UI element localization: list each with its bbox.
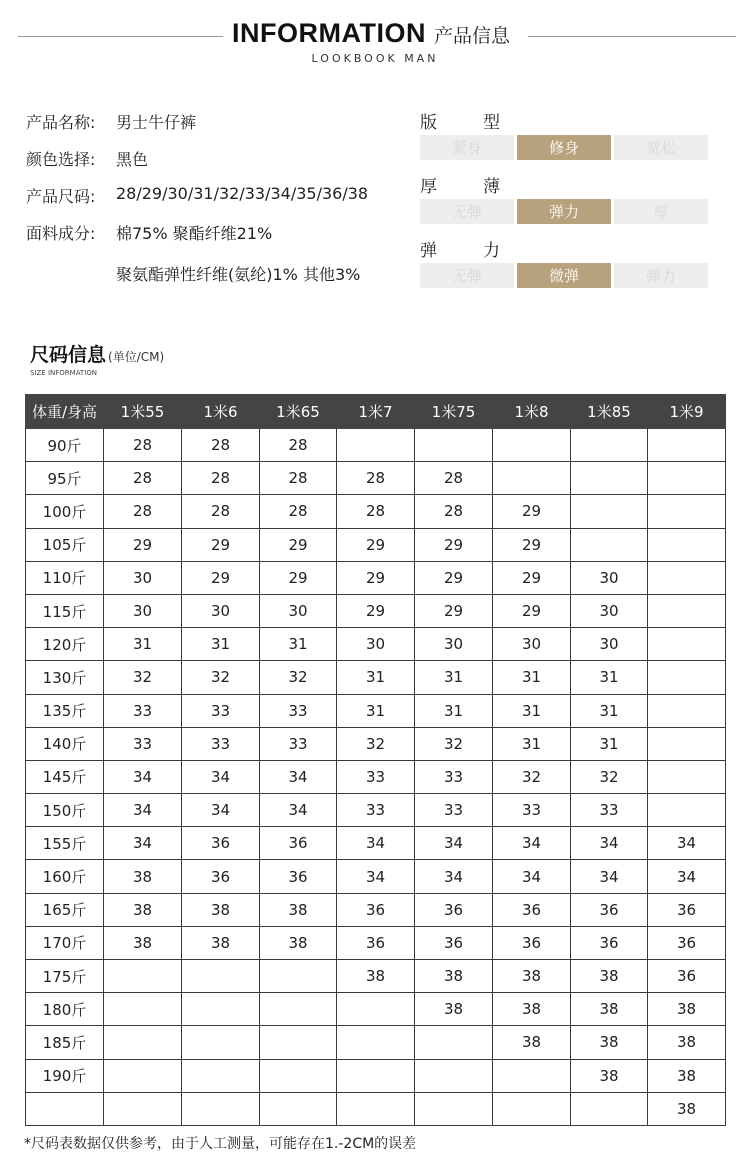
size-cell: 34 (571, 827, 648, 860)
size-cell (493, 1059, 571, 1092)
weight-cell: 190斤 (26, 1059, 104, 1092)
size-cell: 38 (104, 860, 182, 893)
size-cell: 38 (571, 960, 648, 993)
size-table-corner-header: 体重/身高 (26, 395, 104, 429)
size-cell: 34 (337, 827, 415, 860)
size-cell (648, 760, 726, 793)
size-cell: 32 (493, 760, 571, 793)
size-info-title (30, 340, 164, 367)
size-cell: 33 (337, 760, 415, 793)
size-cell: 33 (571, 794, 648, 827)
size-cell (337, 429, 415, 462)
header-title (232, 18, 522, 56)
size-cell (648, 429, 726, 462)
size-cell: 34 (104, 760, 182, 793)
size-cell: 38 (648, 1059, 726, 1092)
size-cell: 38 (415, 993, 493, 1026)
size-cell: 29 (337, 528, 415, 561)
option-thickness-selected: 弹力 (517, 199, 611, 224)
header-divider-left (18, 36, 223, 37)
size-cell (337, 1026, 415, 1059)
size-cell (648, 661, 726, 694)
size-cell: 28 (415, 462, 493, 495)
size-cell: 28 (182, 462, 260, 495)
size-cell: 31 (571, 694, 648, 727)
attribute-thickness-label-char: 厚 (420, 177, 437, 197)
product-fabric-row (26, 221, 406, 258)
product-color-label: 颜色选择: (26, 150, 96, 169)
size-cell: 34 (104, 827, 182, 860)
size-cell: 36 (337, 926, 415, 959)
size-cell (415, 1026, 493, 1059)
option-skinny: 紧身 (420, 135, 514, 160)
size-cell: 34 (493, 827, 571, 860)
size-cell (648, 694, 726, 727)
size-cell: 38 (104, 893, 182, 926)
size-cell: 38 (571, 1026, 648, 1059)
product-color-row (26, 147, 406, 184)
weight-cell: 180斤 (26, 993, 104, 1026)
size-cell: 28 (104, 462, 182, 495)
size-cell (648, 628, 726, 661)
weight-cell: 165斤 (26, 893, 104, 926)
attribute-thickness-label (420, 172, 500, 197)
attribute-elasticity-label-char: 力 (483, 241, 500, 261)
size-cell: 38 (648, 1092, 726, 1125)
table-row (26, 893, 726, 926)
attribute-thickness-label-char: 薄 (483, 177, 500, 197)
size-cell: 28 (104, 495, 182, 528)
size-cell (648, 794, 726, 827)
size-table-height-header: 1米55 (104, 395, 182, 429)
attribute-fit-label (420, 108, 500, 133)
size-cell: 31 (104, 628, 182, 661)
size-cell: 32 (337, 727, 415, 760)
header-title-cn: 产品信息 (433, 25, 510, 47)
size-cell: 34 (182, 760, 260, 793)
size-cell: 38 (182, 926, 260, 959)
size-cell: 29 (493, 495, 571, 528)
size-cell: 34 (104, 794, 182, 827)
size-cell (571, 495, 648, 528)
size-cell: 33 (337, 794, 415, 827)
size-cell: 38 (260, 926, 337, 959)
size-cell: 36 (182, 860, 260, 893)
size-cell: 28 (182, 495, 260, 528)
size-cell: 38 (571, 1059, 648, 1092)
size-cell (337, 1092, 415, 1125)
size-cell: 33 (415, 760, 493, 793)
size-cell (337, 993, 415, 1026)
table-row (26, 694, 726, 727)
size-cell: 29 (182, 561, 260, 594)
size-cell (415, 429, 493, 462)
size-cell (182, 960, 260, 993)
size-table-height-header: 1米75 (415, 395, 493, 429)
size-info-unit: (单位/CM) (108, 350, 165, 364)
size-cell: 29 (337, 594, 415, 627)
size-cell: 28 (260, 462, 337, 495)
product-sizes-label: 产品尺码: (26, 187, 96, 206)
weight-cell: 135斤 (26, 694, 104, 727)
product-name-label: 产品名称: (26, 113, 96, 132)
size-cell: 34 (415, 827, 493, 860)
size-cell (648, 495, 726, 528)
size-cell: 29 (260, 561, 337, 594)
size-cell: 28 (182, 429, 260, 462)
size-cell: 36 (493, 893, 571, 926)
option-thickness-3: 厚 (614, 199, 708, 224)
size-cell (493, 429, 571, 462)
size-cell: 38 (571, 993, 648, 1026)
size-cell: 32 (182, 661, 260, 694)
size-cell: 38 (415, 960, 493, 993)
table-row (26, 561, 726, 594)
size-table-height-header: 1米65 (260, 395, 337, 429)
size-cell: 31 (571, 727, 648, 760)
weight-cell: 115斤 (26, 594, 104, 627)
size-cell: 34 (648, 860, 726, 893)
size-cell: 38 (648, 1026, 726, 1059)
size-cell: 34 (182, 794, 260, 827)
size-cell: 30 (337, 628, 415, 661)
attribute-fit-label-char: 版 (420, 113, 437, 133)
size-cell (493, 462, 571, 495)
size-cell: 36 (648, 926, 726, 959)
size-cell (104, 1059, 182, 1092)
size-cell: 32 (415, 727, 493, 760)
size-cell: 32 (571, 760, 648, 793)
size-cell: 28 (337, 495, 415, 528)
size-table-height-header: 1米6 (182, 395, 260, 429)
product-sizes-value: 28/29/30/31/32/33/34/35/36/38 (116, 184, 369, 203)
size-cell: 38 (182, 893, 260, 926)
size-cell: 29 (415, 528, 493, 561)
weight-cell: 185斤 (26, 1026, 104, 1059)
size-table-height-header: 1米9 (648, 395, 726, 429)
size-cell: 31 (493, 661, 571, 694)
size-cell: 34 (493, 860, 571, 893)
weight-cell: 150斤 (26, 794, 104, 827)
size-cell: 33 (104, 727, 182, 760)
product-fabric-label: 面料成分: (26, 224, 96, 243)
size-cell: 28 (260, 495, 337, 528)
product-fabric-value: 棉75% 聚酯纤维21% (116, 224, 273, 243)
product-color-value: 黑色 (116, 150, 149, 169)
size-cell: 31 (571, 661, 648, 694)
size-cell: 31 (260, 628, 337, 661)
size-cell: 29 (337, 561, 415, 594)
size-cell: 34 (571, 860, 648, 893)
weight-cell: 140斤 (26, 727, 104, 760)
header-title-en: INFORMATION (232, 18, 426, 48)
size-cell: 34 (415, 860, 493, 893)
size-cell: 34 (260, 760, 337, 793)
product-fabric-continuation: 聚氨酯弹性纤维(氨纶)1% 其他3% (116, 265, 361, 284)
header-subtitle: LOOKBOOK MAN (311, 52, 439, 65)
header-divider-right (528, 36, 736, 37)
size-cell: 30 (182, 594, 260, 627)
size-cell: 38 (260, 893, 337, 926)
weight-cell: 120斤 (26, 628, 104, 661)
weight-cell: 160斤 (26, 860, 104, 893)
size-cell: 31 (493, 694, 571, 727)
weight-cell: 155斤 (26, 827, 104, 860)
size-cell: 28 (415, 495, 493, 528)
size-cell: 33 (104, 694, 182, 727)
option-loose: 宽松 (614, 135, 708, 160)
size-cell: 36 (260, 827, 337, 860)
size-cell: 36 (648, 960, 726, 993)
size-cell: 28 (337, 462, 415, 495)
size-cell: 29 (182, 528, 260, 561)
product-info (26, 110, 406, 284)
size-cell: 29 (415, 561, 493, 594)
size-cell (260, 1092, 337, 1125)
size-cell: 36 (260, 860, 337, 893)
size-cell: 32 (260, 661, 337, 694)
size-cell (260, 1059, 337, 1092)
size-cell (493, 1092, 571, 1125)
table-row (26, 462, 726, 495)
size-cell: 33 (182, 694, 260, 727)
size-table-height-header: 1米8 (493, 395, 571, 429)
table-row (26, 727, 726, 760)
table-row (26, 429, 726, 462)
size-cell: 33 (182, 727, 260, 760)
size-cell: 31 (337, 694, 415, 727)
table-row (26, 495, 726, 528)
table-row (26, 827, 726, 860)
size-cell: 33 (493, 794, 571, 827)
table-row (26, 1092, 726, 1125)
table-row (26, 926, 726, 959)
size-cell: 36 (337, 893, 415, 926)
size-cell: 29 (493, 561, 571, 594)
size-cell (648, 462, 726, 495)
footnote: *尺码表数据仅供参考，由于人工测量，可能存在1.-2CM的误差 (24, 1136, 417, 1152)
size-cell (260, 1026, 337, 1059)
weight-cell: 110斤 (26, 561, 104, 594)
size-cell: 30 (260, 594, 337, 627)
attribute-elasticity (420, 236, 710, 300)
size-cell (415, 1059, 493, 1092)
attribute-fit (420, 108, 710, 172)
attribute-panel (420, 108, 710, 300)
size-cell: 30 (104, 561, 182, 594)
size-cell: 31 (415, 661, 493, 694)
size-cell: 30 (571, 594, 648, 627)
size-cell: 30 (571, 561, 648, 594)
weight-cell: 130斤 (26, 661, 104, 694)
attribute-thickness (420, 172, 710, 236)
table-row (26, 794, 726, 827)
size-cell (260, 960, 337, 993)
size-cell: 33 (260, 694, 337, 727)
weight-cell (26, 1092, 104, 1125)
size-cell (260, 993, 337, 1026)
size-cell (648, 594, 726, 627)
size-cell (648, 727, 726, 760)
table-row (26, 993, 726, 1026)
size-cell (104, 993, 182, 1026)
table-row (26, 1026, 726, 1059)
product-sizes-row (26, 184, 406, 221)
size-cell: 28 (104, 429, 182, 462)
size-cell: 29 (260, 528, 337, 561)
table-row (26, 661, 726, 694)
table-row (26, 594, 726, 627)
size-cell (337, 1059, 415, 1092)
size-cell: 34 (260, 794, 337, 827)
size-cell (571, 462, 648, 495)
size-cell: 36 (571, 893, 648, 926)
size-cell (415, 1092, 493, 1125)
size-cell: 31 (493, 727, 571, 760)
attribute-fit-label-char: 型 (483, 113, 500, 133)
size-cell: 36 (182, 827, 260, 860)
table-row (26, 1059, 726, 1092)
weight-cell: 105斤 (26, 528, 104, 561)
size-cell: 30 (493, 628, 571, 661)
size-cell (104, 960, 182, 993)
attribute-thickness-options (420, 199, 708, 224)
size-cell: 33 (415, 794, 493, 827)
size-cell: 34 (648, 827, 726, 860)
size-cell: 38 (648, 993, 726, 1026)
weight-cell: 100斤 (26, 495, 104, 528)
size-info-title-cn: 尺码信息 (30, 344, 107, 366)
option-no-stretch: 无弹 (420, 263, 514, 288)
option-thickness-1: 无弹 (420, 199, 514, 224)
size-cell (648, 561, 726, 594)
option-slim-selected: 修身 (517, 135, 611, 160)
table-row (26, 960, 726, 993)
size-cell (104, 1092, 182, 1125)
size-cell: 34 (337, 860, 415, 893)
size-cell (182, 1026, 260, 1059)
size-cell: 29 (493, 594, 571, 627)
size-cell (182, 1059, 260, 1092)
size-cell: 38 (337, 960, 415, 993)
weight-cell: 170斤 (26, 926, 104, 959)
size-cell: 38 (493, 1026, 571, 1059)
weight-cell: 90斤 (26, 429, 104, 462)
size-cell (104, 1026, 182, 1059)
size-info-subtitle: SIZE INFORMATION (30, 369, 98, 377)
option-slight-stretch-selected: 微弹 (517, 263, 611, 288)
size-cell: 30 (104, 594, 182, 627)
size-cell: 38 (493, 993, 571, 1026)
page-header (0, 18, 750, 70)
size-cell: 38 (493, 960, 571, 993)
size-cell: 29 (493, 528, 571, 561)
size-cell: 29 (104, 528, 182, 561)
attribute-elasticity-label (420, 236, 500, 261)
size-cell: 32 (104, 661, 182, 694)
size-cell: 36 (415, 926, 493, 959)
product-name-row (26, 110, 406, 147)
attribute-elasticity-options (420, 263, 708, 288)
size-cell (182, 1092, 260, 1125)
size-cell: 29 (415, 594, 493, 627)
size-cell (571, 1092, 648, 1125)
size-cell: 36 (648, 893, 726, 926)
size-cell: 28 (260, 429, 337, 462)
size-cell: 31 (415, 694, 493, 727)
size-cell: 38 (104, 926, 182, 959)
size-table-header-row (26, 395, 726, 429)
weight-cell: 95斤 (26, 462, 104, 495)
size-cell (182, 993, 260, 1026)
size-cell (571, 429, 648, 462)
weight-cell: 145斤 (26, 760, 104, 793)
size-cell: 36 (493, 926, 571, 959)
weight-cell: 175斤 (26, 960, 104, 993)
table-row (26, 760, 726, 793)
table-row (26, 860, 726, 893)
size-cell: 30 (415, 628, 493, 661)
size-table-height-header: 1米7 (337, 395, 415, 429)
size-cell: 36 (415, 893, 493, 926)
attribute-fit-options (420, 135, 708, 160)
size-table-height-header: 1米85 (571, 395, 648, 429)
size-cell: 30 (571, 628, 648, 661)
product-name-value: 男士牛仔裤 (116, 113, 197, 132)
option-stretch: 弹力 (614, 263, 708, 288)
size-cell: 31 (182, 628, 260, 661)
attribute-elasticity-label-char: 弹 (420, 241, 437, 261)
size-table (25, 394, 726, 1126)
size-cell (648, 528, 726, 561)
size-cell: 31 (337, 661, 415, 694)
size-cell (571, 528, 648, 561)
table-row (26, 628, 726, 661)
table-row (26, 528, 726, 561)
size-cell: 33 (260, 727, 337, 760)
size-cell: 36 (571, 926, 648, 959)
